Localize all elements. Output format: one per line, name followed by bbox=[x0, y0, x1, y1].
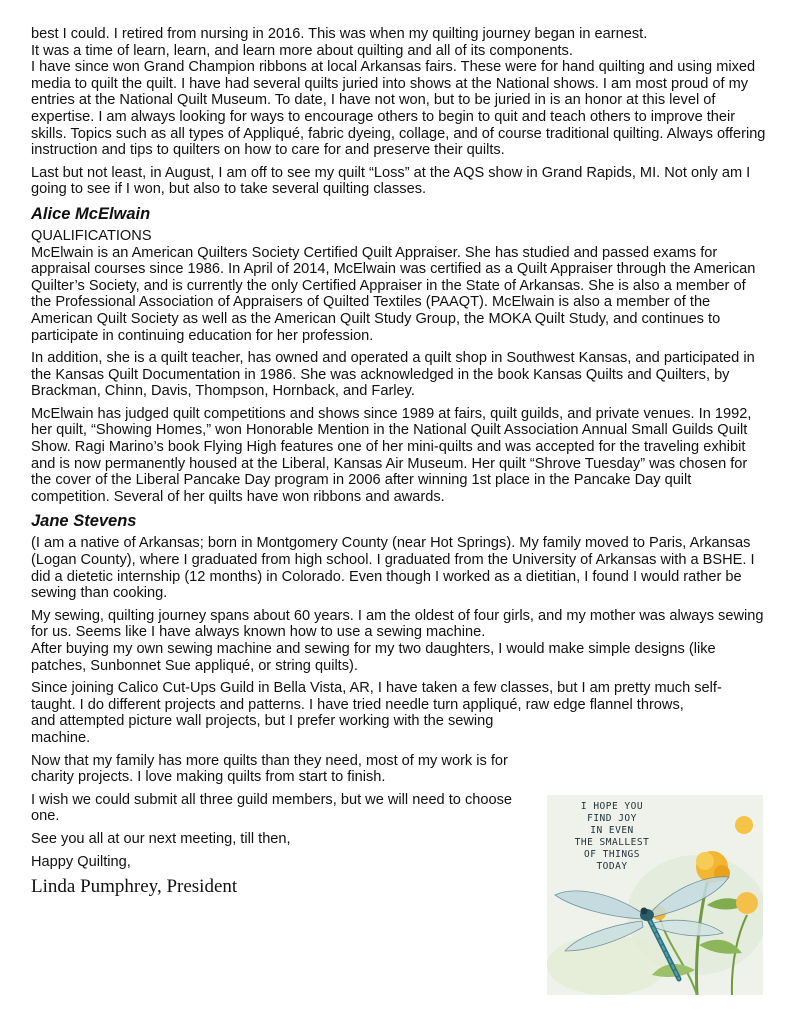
art-quote-line-3: IN EVEN bbox=[590, 825, 634, 836]
art-quote-line-4: THE SMALLEST bbox=[574, 837, 650, 848]
art-quote-line-2: FIND JOY bbox=[587, 813, 637, 824]
jane-paragraph-5: I wish we could submit all three guild members, but we will need to choose one. bbox=[31, 791, 513, 825]
alice-paragraph-2: In addition, she is a quilt teacher, has owned and operated a quilt shop in Southwest Kansas, and participated in the Kansas Quilt Documentation in 1986. She was acknowledged in the book Kansas Quilts and Quilters, by Brackman, Chinn, Davis, Thompson, Hornback, and Farley. bbox=[31, 350, 755, 400]
dragonfly-illustration bbox=[547, 795, 763, 995]
intro-line-1: best I could. I retired from nursing in 2016. This was when my quilting journey began in earnest. bbox=[31, 26, 648, 42]
jane-paragraph-4: Now that my family has more quilts than they need, most of my work is for charity projects. I love making quilts from start to finish. bbox=[31, 752, 508, 786]
art-quote bbox=[547, 801, 677, 873]
jane-p2-line-1: My sewing, quilting journey spans about 60 years. I am the oldest of four girls, and my mother was always sewing for us. Seems like I have always known how to use a sewing machine. bbox=[31, 607, 764, 641]
art-quote-line-6: TODAY bbox=[596, 861, 628, 872]
jane-paragraph-3b: and attempted picture wall projects, but I prefer working with the sewing machine. bbox=[31, 713, 494, 746]
art-quote-line-1: I HOPE YOU bbox=[580, 801, 644, 812]
jane-paragraph-7: Happy Quilting, bbox=[31, 853, 131, 870]
intro-paragraph-2: Last but not least, in August, I am off to see my quilt “Loss” at the AQS show in Grand Rapids, MI. Not only am I going to see if I won, but also to take several quilting classes. bbox=[31, 164, 751, 198]
newsletter-page bbox=[31, 26, 766, 898]
alice-paragraph-3: McElwain has judged quilt competitions and shows since 1989 at fairs, quilt guilds, and private venues. In 1992, her quilt, “Showing Homes,” won Honorable Mention in the National Quilt Association Annual Small Guilds Quilt Show. Ragi Marino’s book Flying High features one of her mini-quilts and was accepted for the traveling exhibit and is now permanently housed at the Liberal, Kansas Air Museum. Her quilt “Shrove Tuesday” was chosen for the cover of the Liberal Pancake Day program in 2006 after winning 1st place in the Pancake Day quilt competition. Several of her quilts have won ribbons and awards. bbox=[31, 405, 752, 505]
jane-heading: Jane Stevens bbox=[31, 512, 137, 531]
intro-line-3: I have since won Grand Champion ribbons at local Arkansas fairs. These were for hand quilting and using mixed media to quilt the quilt. I have had several quilts juried into shows at the National shows. I am most proud of my entries at the National Quilt Museum. To date, I have not won, but to be juried in is an honor at this level of expertise. I am always looking for ways to encourage others to begin to quit and teach others to improve their skills. Topics such as all types of Appliqué, fabric dyeing, collage, and of course traditional quilting. Always offering instruction and tips to quilters on how to care for and preserve their quilts. bbox=[31, 59, 766, 159]
jane-paragraph-1: (I am a native of Arkansas; born in Montgomery County (near Hot Springs). My family moved to Paris, Arkansas (Logan County), where I graduated from high school. I graduated from the University of Arkansas with a BSHE. I did a dietetic internship (12 months) in Colorado. Even though I worked as a dietitian, I found I would rather be sewing than cooking. bbox=[31, 535, 755, 602]
signature: Linda Pumphrey, President bbox=[31, 876, 238, 898]
alice-paragraph-1: McElwain is an American Quilters Society Certified Quilt Appraiser. She has studied and passed exams for appraisal courses since 1986. In April of 2014, McElwain was certified as a Quilt Appraiser through the American Quilter’s Society, and is currently the only Certified Appraiser in the State of Arkansas. She is also a member of the Professional Association of Appraisers of Quilted Textiles (PAAQT). McElwain is also a member of the American Quilt Society as well as the American Quilt Study Group, the MOKA Quilt Study, and continues to participate in continuing education for her profession. bbox=[31, 244, 756, 344]
alice-heading: Alice McElwain bbox=[31, 204, 151, 223]
jane-paragraph-6: See you all at our next meeting, till then, bbox=[31, 830, 291, 847]
intro-paragraph-1 bbox=[31, 26, 766, 159]
jane-paragraph-3a: Since joining Calico Cut-Ups Guild in Bella Vista, AR, I have taken a few classes, but I am pretty much self-taught. I do different projects and patterns. I have tried needle turn appliqué, raw edge flannel throws, bbox=[31, 680, 722, 713]
art-quote-line-5: OF THINGS bbox=[584, 849, 640, 860]
alice-subheading: QUALIFICATIONS bbox=[31, 227, 152, 244]
intro-line-2: It was a time of learn, learn, and learn more about quilting and all of its components. bbox=[31, 42, 573, 59]
jane-p2-line-2: After buying my own sewing machine and sewing for my two daughters, I would make simple designs (like patches, Sunbonnet Sue appliqué, or string quilts). bbox=[31, 641, 716, 674]
jane-paragraph-2 bbox=[31, 608, 766, 674]
